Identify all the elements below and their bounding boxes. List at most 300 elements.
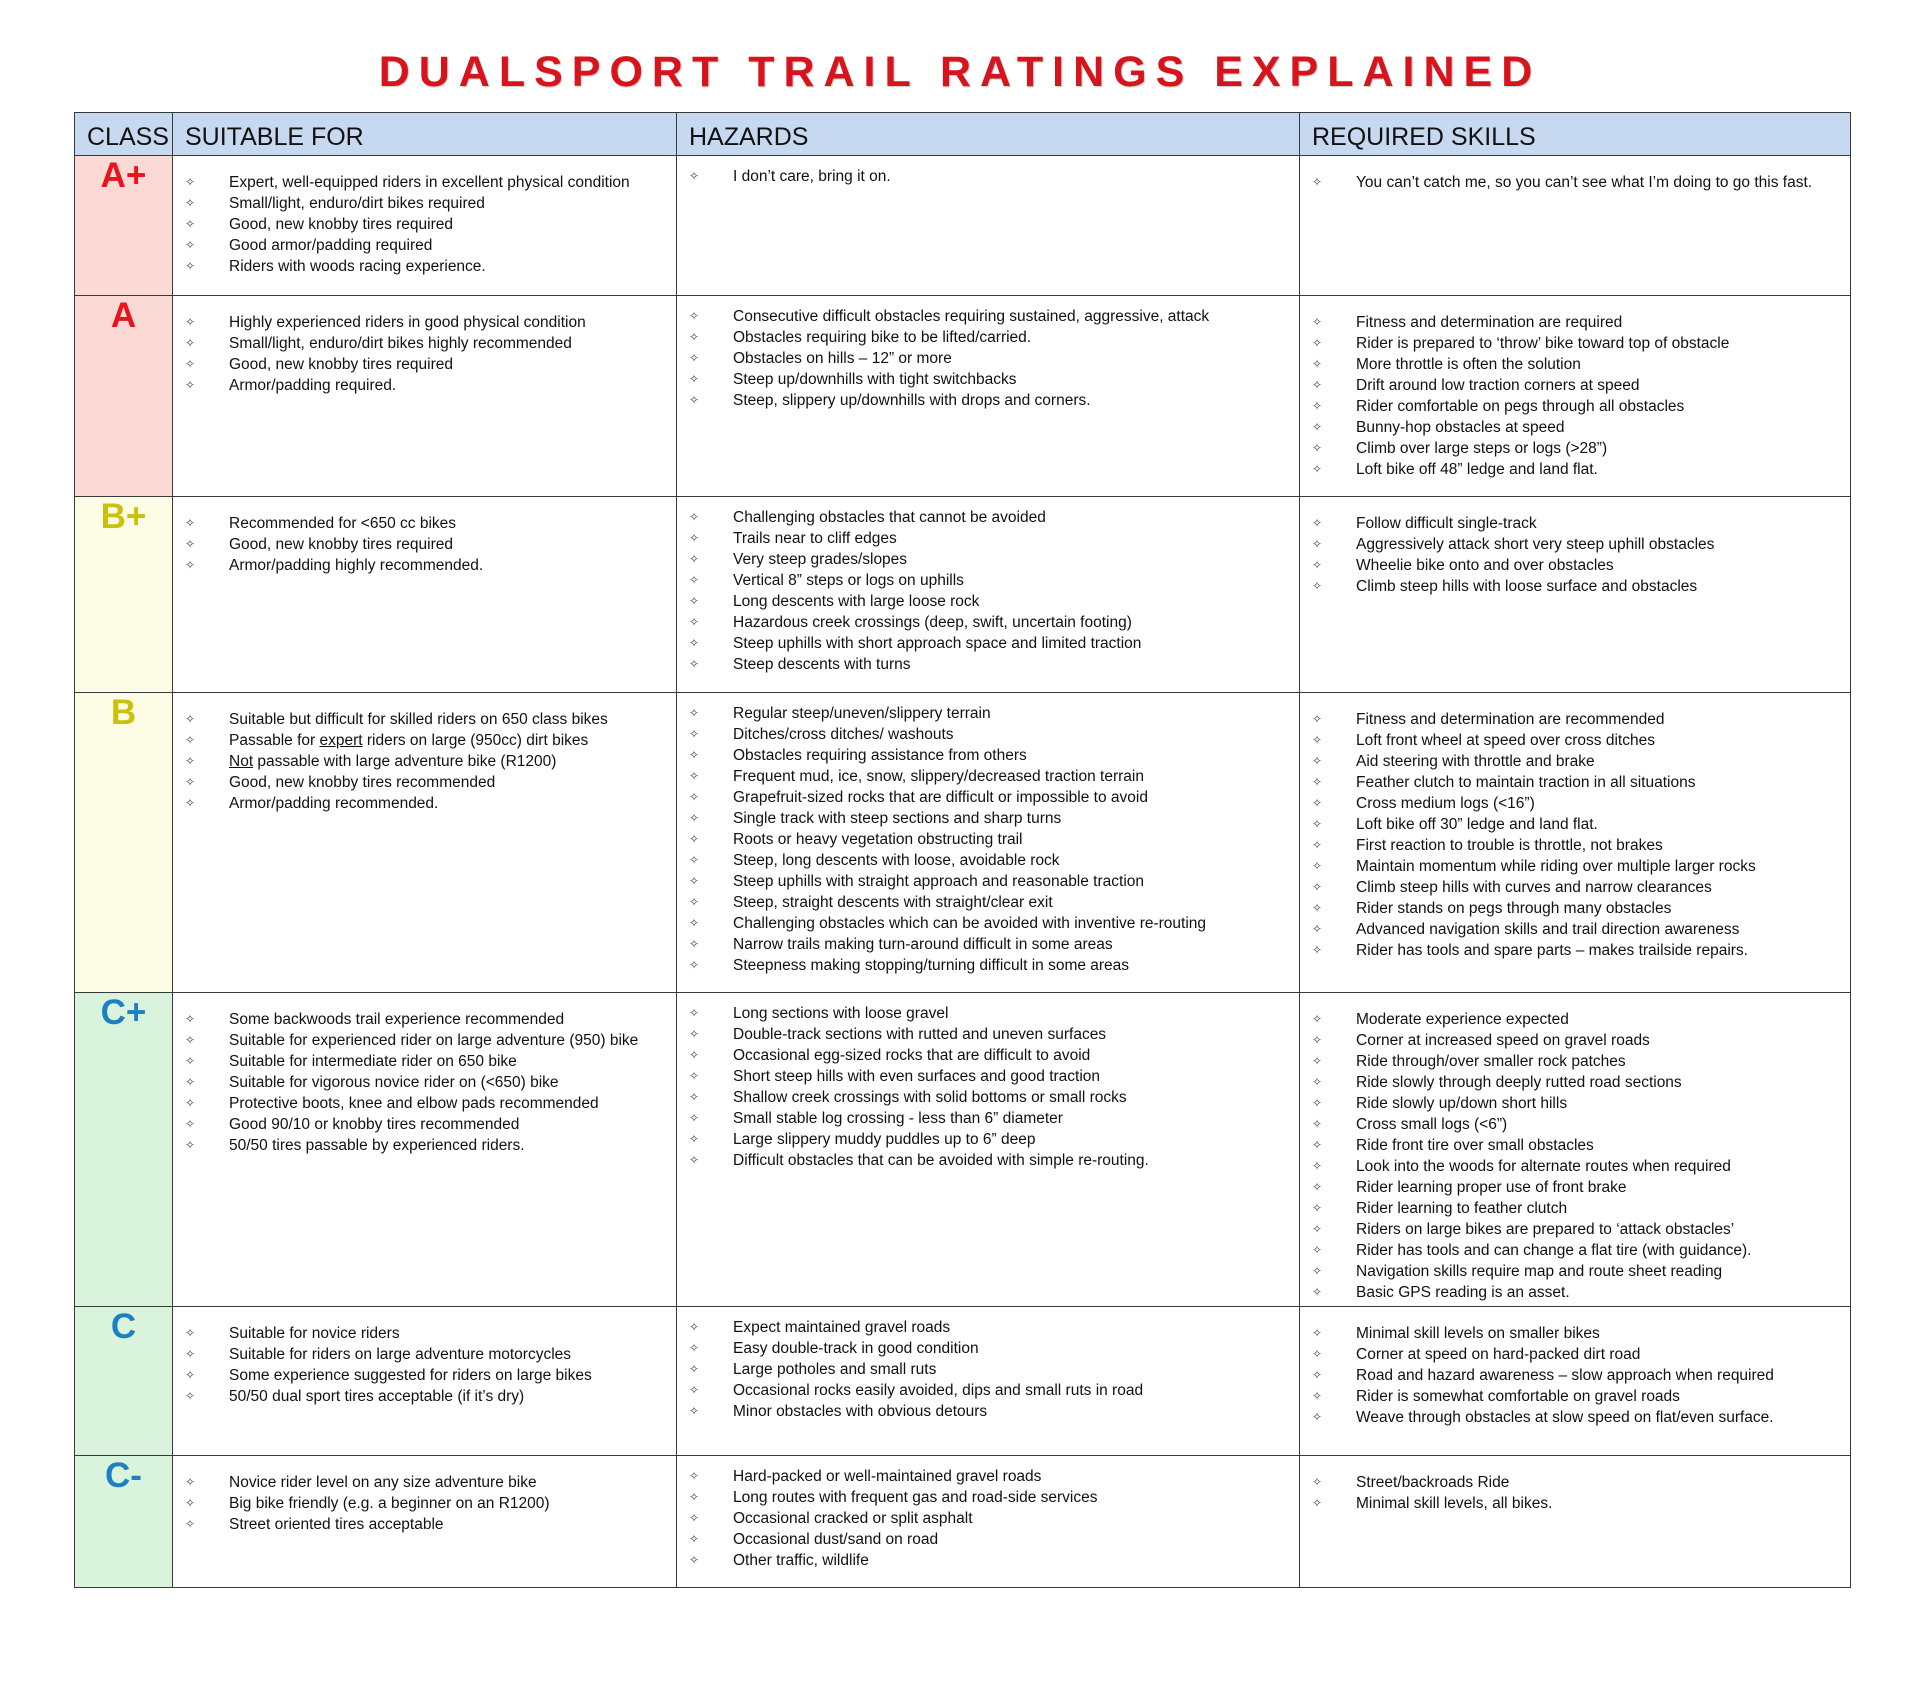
list-item-text: Steep uphills with short approach space and limited traction — [733, 635, 1142, 652]
bullet-list — [1300, 993, 1850, 1303]
list-item-text: Wheelie bike onto and over obstacles — [1356, 557, 1614, 574]
four-point-star-icon: ✧ — [689, 937, 700, 951]
list-item — [689, 1045, 1289, 1066]
list-item-text: Rider has tools and can change a flat tire (with guidance). — [1356, 1242, 1752, 1259]
list-item-text: Bunny-hop obstacles at speed — [1356, 419, 1565, 436]
class-badge: B — [75, 693, 173, 993]
list-item-text: Long descents with large loose rock — [733, 593, 980, 610]
four-point-star-icon: ✧ — [185, 238, 196, 252]
list-item — [1312, 730, 1840, 751]
bullet-list — [1300, 1456, 1850, 1514]
list-item-text: Suitable for experienced rider on large adventure (950) bike — [229, 1032, 639, 1049]
rating-row — [75, 993, 1851, 1307]
list-item — [689, 1003, 1289, 1024]
suitable-for-cell — [173, 993, 677, 1307]
list-item-text: Good, new knobby tires required — [229, 216, 454, 233]
list-item-text: Maintain momentum while riding over multiple larger rocks — [1356, 858, 1756, 875]
class-badge: B+ — [75, 497, 173, 693]
four-point-star-icon: ✧ — [185, 1138, 196, 1152]
list-item — [185, 730, 666, 751]
four-point-star-icon: ✧ — [185, 1012, 196, 1026]
list-item — [1312, 898, 1840, 919]
list-item — [185, 312, 666, 333]
list-item-text: Riders with woods racing experience. — [229, 258, 486, 275]
list-item — [1312, 534, 1840, 555]
four-point-star-icon: ✧ — [185, 175, 196, 189]
list-item-text: Rider is prepared to ‘throw’ bike toward top of obstacle — [1356, 335, 1730, 352]
four-point-star-icon: ✧ — [1312, 796, 1323, 810]
list-item — [1312, 877, 1840, 898]
list-item — [1312, 1198, 1840, 1219]
hazards-cell — [677, 993, 1300, 1307]
rating-row — [75, 1456, 1851, 1588]
list-item — [1312, 793, 1840, 814]
list-item — [1312, 1009, 1840, 1030]
four-point-star-icon: ✧ — [689, 1320, 700, 1334]
list-item — [1312, 1177, 1840, 1198]
four-point-star-icon: ✧ — [689, 895, 700, 909]
list-item-text: Aggressively attack short very steep uphill obstacles — [1356, 536, 1715, 553]
list-item-text: Rider has tools and spare parts – makes trailside repairs. — [1356, 942, 1748, 959]
list-item — [185, 1365, 666, 1386]
four-point-star-icon: ✧ — [689, 811, 700, 825]
list-item — [1312, 459, 1840, 480]
four-point-star-icon: ✧ — [185, 1075, 196, 1089]
four-point-star-icon: ✧ — [1312, 1159, 1323, 1173]
list-item-text: More throttle is often the solution — [1356, 356, 1581, 373]
list-item — [1312, 1282, 1840, 1303]
bullet-list — [173, 993, 676, 1156]
four-point-star-icon: ✧ — [689, 1341, 700, 1355]
underlined-text: expert — [319, 732, 363, 749]
four-point-star-icon: ✧ — [185, 357, 196, 371]
list-item-text: You can’t catch me, so you can’t see what I’m doing to go this fast. — [1356, 174, 1813, 191]
four-point-star-icon: ✧ — [1312, 378, 1323, 392]
bullet-list — [173, 296, 676, 396]
list-item-text: Obstacles requiring bike to be lifted/carried. — [733, 329, 1032, 346]
list-item-text: Moderate experience expected — [1356, 1011, 1569, 1028]
list-item-text: Frequent mud, ice, snow, slippery/decreased traction terrain — [733, 768, 1144, 785]
list-item-text: Very steep grades/slopes — [733, 551, 908, 568]
four-point-star-icon: ✧ — [1312, 817, 1323, 831]
class-badge: A+ — [75, 156, 173, 296]
four-point-star-icon: ✧ — [185, 1326, 196, 1340]
list-item-text: Rider learning to feather clutch — [1356, 1200, 1568, 1217]
list-item — [1312, 1472, 1840, 1493]
four-point-star-icon: ✧ — [185, 1496, 196, 1510]
suitable-for-cell — [173, 296, 677, 497]
list-item-text: Occasional dust/sand on road — [733, 1531, 939, 1548]
list-item — [185, 1493, 666, 1514]
list-item — [185, 1051, 666, 1072]
four-point-star-icon: ✧ — [1312, 1054, 1323, 1068]
list-item-text: Small/light, enduro/dirt bikes required — [229, 195, 485, 212]
four-point-star-icon: ✧ — [689, 1553, 700, 1567]
list-item — [689, 348, 1289, 369]
four-point-star-icon: ✧ — [1312, 1496, 1323, 1510]
list-item-text: Road and hazard awareness – slow approach when required — [1356, 1367, 1774, 1384]
list-item — [689, 1550, 1289, 1571]
list-item-text: Steep uphills with straight approach and reasonable traction — [733, 873, 1145, 890]
list-item — [1312, 835, 1840, 856]
four-point-star-icon: ✧ — [1312, 357, 1323, 371]
list-item — [1312, 1219, 1840, 1240]
list-item — [689, 591, 1289, 612]
list-item-text: passable with large adventure bike (R1200) — [253, 753, 557, 770]
list-item — [1312, 1493, 1840, 1514]
four-point-star-icon: ✧ — [689, 636, 700, 650]
list-item-text: Suitable for riders on large adventure motorcycles — [229, 1346, 572, 1363]
list-item — [1312, 940, 1840, 961]
list-item — [1312, 576, 1840, 597]
bullet-list — [173, 156, 676, 277]
list-item-text: Difficult obstacles that can be avoided with simple re-routing. — [733, 1152, 1149, 1169]
list-item — [185, 172, 666, 193]
list-item — [185, 1009, 666, 1030]
list-item — [185, 513, 666, 534]
four-point-star-icon: ✧ — [185, 1475, 196, 1489]
list-item — [1312, 709, 1840, 730]
bullet-list — [1300, 497, 1850, 597]
list-item-text: Good, new knobby tires required — [229, 356, 454, 373]
list-item — [689, 913, 1289, 934]
header-row — [75, 113, 1851, 156]
list-item-text: Climb steep hills with curves and narrow clearances — [1356, 879, 1712, 896]
list-item-text: Novice rider level on any size adventure bike — [229, 1474, 537, 1491]
list-item-text: Regular steep/uneven/slippery terrain — [733, 705, 991, 722]
four-point-star-icon: ✧ — [1312, 1243, 1323, 1257]
four-point-star-icon: ✧ — [689, 832, 700, 846]
list-item-text: Loft bike off 30” ledge and land flat. — [1356, 816, 1598, 833]
list-item — [689, 1129, 1289, 1150]
list-item — [689, 1401, 1289, 1422]
list-item-text: Short steep hills with even surfaces and good traction — [733, 1068, 1101, 1085]
four-point-star-icon: ✧ — [185, 1054, 196, 1068]
list-item-text: Ditches/cross ditches/ washouts — [733, 726, 954, 743]
required-skills-cell — [1300, 156, 1851, 296]
list-item — [1312, 814, 1840, 835]
four-point-star-icon: ✧ — [185, 712, 196, 726]
bullet-list — [173, 1456, 676, 1535]
list-item-text: Armor/padding required. — [229, 377, 397, 394]
list-item — [689, 745, 1289, 766]
required-skills-cell — [1300, 1456, 1851, 1588]
four-point-star-icon: ✧ — [1312, 733, 1323, 747]
list-item — [1312, 1030, 1840, 1051]
list-item-text: Riders on large bikes are prepared to ‘attack obstacles’ — [1356, 1221, 1735, 1238]
bullet-list — [1300, 296, 1850, 480]
list-item — [689, 1508, 1289, 1529]
list-item-text: 50/50 dual sport tires acceptable (if it’s dry) — [229, 1388, 525, 1405]
list-item — [185, 1386, 666, 1407]
list-item — [185, 1114, 666, 1135]
list-item — [1312, 172, 1840, 193]
list-item — [1312, 396, 1840, 417]
list-item-text: Hard-packed or well-maintained gravel roads — [733, 1468, 1042, 1485]
four-point-star-icon: ✧ — [689, 1383, 700, 1397]
list-item — [1312, 354, 1840, 375]
list-item — [689, 829, 1289, 850]
bullet-list — [173, 693, 676, 814]
list-item — [689, 724, 1289, 745]
four-point-star-icon: ✧ — [185, 537, 196, 551]
list-item — [185, 375, 666, 396]
four-point-star-icon: ✧ — [689, 330, 700, 344]
list-item-text: Shallow creek crossings with solid bottoms or small rocks — [733, 1089, 1127, 1106]
list-item-text: Steep, straight descents with straight/clear exit — [733, 894, 1053, 911]
list-item-text: Trails near to cliff edges — [733, 530, 897, 547]
suitable-for-cell — [173, 1307, 677, 1456]
list-item-text: Corner at increased speed on gravel roads — [1356, 1032, 1650, 1049]
list-item-text: Recommended for <650 cc bikes — [229, 515, 457, 532]
underlined-text: Not — [229, 753, 254, 770]
list-item — [689, 390, 1289, 411]
list-item-text: Loft front wheel at speed over cross ditches — [1356, 732, 1655, 749]
list-item — [689, 528, 1289, 549]
list-item-text: Loft bike off 48” ledge and land flat. — [1356, 461, 1598, 478]
required-skills-cell — [1300, 497, 1851, 693]
list-item — [1312, 1135, 1840, 1156]
list-item — [185, 214, 666, 235]
list-item-text: Ride through/over smaller rock patches — [1356, 1053, 1626, 1070]
bullet-list — [677, 693, 1299, 976]
four-point-star-icon: ✧ — [689, 552, 700, 566]
list-item — [1312, 1240, 1840, 1261]
list-item — [1312, 1261, 1840, 1282]
list-item-text: Minor obstacles with obvious detours — [733, 1403, 988, 1420]
hazards-cell — [677, 296, 1300, 497]
four-point-star-icon: ✧ — [689, 958, 700, 972]
list-item-text: Aid steering with throttle and brake — [1356, 753, 1595, 770]
list-item-text: Suitable for vigorous novice rider on (<650) bike — [229, 1074, 559, 1091]
four-point-star-icon: ✧ — [1312, 859, 1323, 873]
class-badge: A — [75, 296, 173, 497]
four-point-star-icon: ✧ — [689, 393, 700, 407]
four-point-star-icon: ✧ — [185, 378, 196, 392]
list-item-text: Challenging obstacles which can be avoided with inventive re-routing — [733, 915, 1207, 932]
four-point-star-icon: ✧ — [1312, 1264, 1323, 1278]
four-point-star-icon: ✧ — [689, 372, 700, 386]
list-item-text: First reaction to trouble is throttle, not brakes — [1356, 837, 1663, 854]
list-item — [185, 555, 666, 576]
hazards-cell — [677, 1456, 1300, 1588]
list-item — [185, 751, 666, 772]
list-item-text: Long routes with frequent gas and road-side services — [733, 1489, 1098, 1506]
list-item-text: Double-track sections with rutted and uneven surfaces — [733, 1026, 1107, 1043]
list-item-text: Steep, long descents with loose, avoidable rock — [733, 852, 1060, 869]
list-item-text: Drift around low traction corners at speed — [1356, 377, 1640, 394]
four-point-star-icon: ✧ — [185, 516, 196, 530]
list-item — [689, 654, 1289, 675]
four-point-star-icon: ✧ — [185, 1096, 196, 1110]
four-point-star-icon: ✧ — [1312, 441, 1323, 455]
list-item-text: Good, new knobby tires required — [229, 536, 454, 553]
list-item — [689, 507, 1289, 528]
required-skills-cell — [1300, 296, 1851, 497]
list-item-text: Big bike friendly (e.g. a beginner on an R1200) — [229, 1495, 550, 1512]
four-point-star-icon: ✧ — [1312, 175, 1323, 189]
list-item-text: Ride slowly up/down short hills — [1356, 1095, 1568, 1112]
list-item — [1312, 772, 1840, 793]
four-point-star-icon: ✧ — [689, 1362, 700, 1376]
list-item — [185, 1323, 666, 1344]
list-item-text: Weave through obstacles at slow speed on flat/even surface. — [1356, 1409, 1774, 1426]
list-item — [689, 549, 1289, 570]
four-point-star-icon: ✧ — [1312, 1222, 1323, 1236]
list-item-text: Good 90/10 or knobby tires recommended — [229, 1116, 520, 1133]
class-badge: C- — [75, 1456, 173, 1588]
list-item — [689, 1529, 1289, 1550]
four-point-star-icon: ✧ — [1312, 1075, 1323, 1089]
four-point-star-icon: ✧ — [185, 1517, 196, 1531]
list-item — [689, 327, 1289, 348]
list-item — [689, 369, 1289, 390]
list-item-text: Easy double-track in good condition — [733, 1340, 979, 1357]
list-item — [689, 166, 1289, 187]
list-item-text: Fitness and determination are recommended — [1356, 711, 1665, 728]
list-item — [185, 1135, 666, 1156]
required-skills-cell — [1300, 993, 1851, 1307]
list-item-text: Steepness making stopping/turning difficult in some areas — [733, 957, 1130, 974]
list-item-text: Highly experienced riders in good physical condition — [229, 314, 586, 331]
list-item-text: Rider comfortable on pegs through all obstacles — [1356, 398, 1685, 415]
list-item — [689, 1317, 1289, 1338]
four-point-star-icon: ✧ — [1312, 880, 1323, 894]
four-point-star-icon: ✧ — [1312, 315, 1323, 329]
list-item — [185, 772, 666, 793]
list-item-text: Small stable log crossing - less than 6” diameter — [733, 1110, 1063, 1127]
list-item-text: Large potholes and small ruts — [733, 1361, 937, 1378]
four-point-star-icon: ✧ — [689, 1006, 700, 1020]
list-item — [689, 955, 1289, 976]
list-item-text: Look into the woods for alternate routes when required — [1356, 1158, 1731, 1175]
list-item — [185, 1344, 666, 1365]
four-point-star-icon: ✧ — [1312, 1475, 1323, 1489]
list-item — [1312, 555, 1840, 576]
list-item — [1312, 1365, 1840, 1386]
list-item — [1312, 438, 1840, 459]
four-point-star-icon: ✧ — [689, 874, 700, 888]
list-item — [185, 1472, 666, 1493]
list-item — [689, 1359, 1289, 1380]
list-item — [185, 193, 666, 214]
list-item — [185, 354, 666, 375]
bullet-list — [173, 1307, 676, 1407]
four-point-star-icon: ✧ — [1312, 838, 1323, 852]
list-item-text: Advanced navigation skills and trail direction awareness — [1356, 921, 1740, 938]
four-point-star-icon: ✧ — [689, 727, 700, 741]
list-item — [185, 1030, 666, 1051]
header-required-skills: REQUIRED SKILLS — [1300, 113, 1851, 156]
four-point-star-icon: ✧ — [185, 796, 196, 810]
list-item-text: Cross medium logs (<16”) — [1356, 795, 1535, 812]
four-point-star-icon: ✧ — [185, 1368, 196, 1382]
list-item — [1312, 751, 1840, 772]
four-point-star-icon: ✧ — [689, 309, 700, 323]
rating-row — [75, 296, 1851, 497]
four-point-star-icon: ✧ — [185, 217, 196, 231]
four-point-star-icon: ✧ — [689, 769, 700, 783]
four-point-star-icon: ✧ — [689, 790, 700, 804]
list-item — [1312, 1093, 1840, 1114]
header-suitable-for: SUITABLE FOR — [173, 113, 677, 156]
bullet-list — [677, 1456, 1299, 1571]
list-item — [1312, 1114, 1840, 1135]
list-item — [689, 1380, 1289, 1401]
list-item-text: Corner at speed on hard-packed dirt road — [1356, 1346, 1641, 1363]
list-item — [1312, 1156, 1840, 1177]
list-item — [1312, 312, 1840, 333]
list-item — [1312, 375, 1840, 396]
list-item-text: Grapefruit-sized rocks that are difficult or impossible to avoid — [733, 789, 1148, 806]
list-item — [689, 787, 1289, 808]
four-point-star-icon: ✧ — [1312, 1033, 1323, 1047]
four-point-star-icon: ✧ — [1312, 922, 1323, 936]
four-point-star-icon: ✧ — [689, 1069, 700, 1083]
list-item-text: Ride slowly through deeply rutted road sections — [1356, 1074, 1682, 1091]
list-item-text: Small/light, enduro/dirt bikes highly recommended — [229, 335, 572, 352]
list-item-text: Minimal skill levels on smaller bikes — [1356, 1325, 1600, 1342]
four-point-star-icon: ✧ — [185, 1347, 196, 1361]
list-item — [689, 934, 1289, 955]
four-point-star-icon: ✧ — [185, 775, 196, 789]
list-item-text: Some backwoods trail experience recommended — [229, 1011, 565, 1028]
four-point-star-icon: ✧ — [1312, 1347, 1323, 1361]
list-item — [689, 1338, 1289, 1359]
list-item-text: riders on large (950cc) dirt bikes — [362, 732, 589, 749]
list-item-text: Minimal skill levels, all bikes. — [1356, 1495, 1553, 1512]
list-item-text: Rider learning proper use of front brake — [1356, 1179, 1627, 1196]
four-point-star-icon: ✧ — [689, 1511, 700, 1525]
four-point-star-icon: ✧ — [1312, 1389, 1323, 1403]
list-item — [1312, 333, 1840, 354]
required-skills-cell — [1300, 693, 1851, 993]
list-item-text: Roots or heavy vegetation obstructing trail — [733, 831, 1023, 848]
four-point-star-icon: ✧ — [185, 733, 196, 747]
list-item-text: Suitable for intermediate rider on 650 bike — [229, 1053, 517, 1070]
suitable-for-cell — [173, 693, 677, 993]
list-item-text: Vertical 8” steps or logs on uphills — [733, 572, 964, 589]
bullet-list — [677, 156, 1299, 187]
list-item — [185, 256, 666, 277]
suitable-for-cell — [173, 497, 677, 693]
four-point-star-icon: ✧ — [185, 315, 196, 329]
bullet-list — [173, 497, 676, 576]
page-title: DUALSPORT TRAIL RATINGS EXPLAINED — [378, 48, 1542, 96]
four-point-star-icon: ✧ — [689, 531, 700, 545]
rating-row — [75, 497, 1851, 693]
four-point-star-icon: ✧ — [185, 558, 196, 572]
header-hazards: HAZARDS — [677, 113, 1300, 156]
list-item-text: Single track with steep sections and sharp turns — [733, 810, 1062, 827]
four-point-star-icon: ✧ — [1312, 1201, 1323, 1215]
four-point-star-icon: ✧ — [185, 1117, 196, 1131]
four-point-star-icon: ✧ — [689, 1048, 700, 1062]
list-item — [689, 306, 1289, 327]
list-item-text: Navigation skills require map and route sheet reading — [1356, 1263, 1723, 1280]
four-point-star-icon: ✧ — [1312, 1117, 1323, 1131]
list-item — [689, 570, 1289, 591]
four-point-star-icon: ✧ — [1312, 712, 1323, 726]
four-point-star-icon: ✧ — [1312, 1368, 1323, 1382]
list-item-text: Steep, slippery up/downhills with drops and corners. — [733, 392, 1091, 409]
class-badge: C — [75, 1307, 173, 1456]
list-item-text: Good armor/padding required — [229, 237, 433, 254]
required-skills-cell — [1300, 1307, 1851, 1456]
trail-ratings-table — [74, 112, 1851, 1588]
bullet-list — [1300, 156, 1850, 193]
four-point-star-icon: ✧ — [689, 510, 700, 524]
